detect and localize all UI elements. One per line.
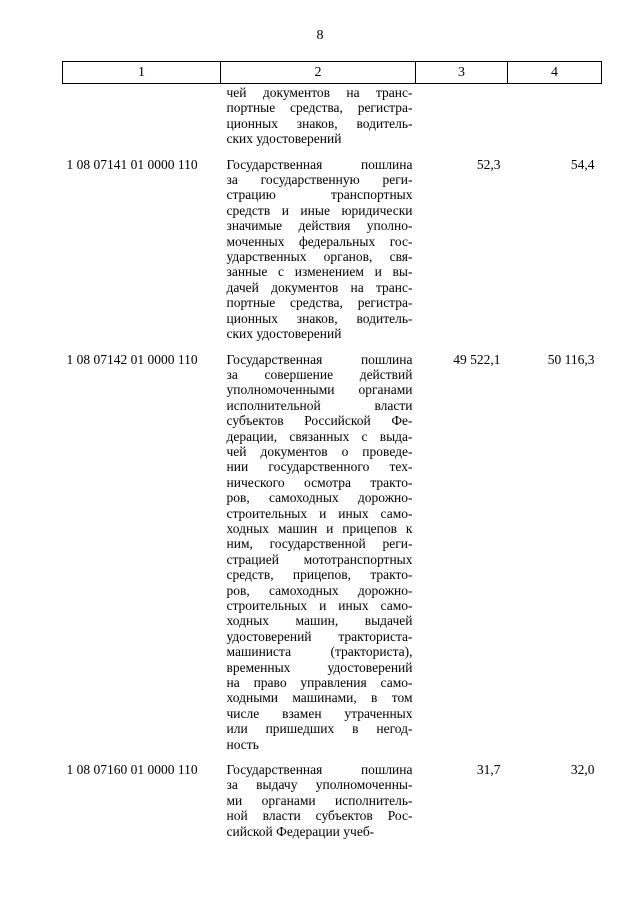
text-line: Государственная пошлина: [226, 351, 413, 367]
text-line: средств и иные юридически: [226, 202, 413, 218]
text-line: занные с изменением и вы-: [226, 264, 413, 280]
text-line: ционных знаков, водитель-: [226, 115, 413, 131]
header-col-4: 4: [508, 62, 602, 84]
text-line: значимые действия уполно-: [226, 218, 413, 234]
text-line: портные средства, регистра-: [226, 100, 413, 116]
continuation-row: [63, 84, 602, 151]
name-cell: [221, 346, 416, 757]
value2-cell: [508, 84, 602, 151]
text-line: субъектов Российской Фе-: [226, 413, 413, 429]
text-line: портные средства, регистра-: [226, 295, 413, 311]
text-line: ров, самоходных дорожно-: [226, 582, 413, 598]
code-cell: [63, 84, 221, 151]
text-line: страцию транспортных: [226, 187, 413, 203]
text-line: числе взамен утраченных: [226, 705, 413, 721]
value2-cell: 54,4: [570, 156, 595, 172]
text-line: или пришедших в негод-: [226, 721, 413, 737]
text-line: страцией мототранспортных: [226, 551, 413, 567]
value2-cell: 32,0: [570, 762, 595, 778]
text-line: ходных машин, выдачей: [226, 613, 413, 629]
text-line: дерации, связанных с выда-: [226, 428, 413, 444]
code-cell: 1 08 07160 01 0000 110: [66, 762, 198, 778]
name-cell: [221, 151, 416, 346]
text-line: машиниста (тракториста),: [226, 644, 413, 660]
text-line: ним, государственной реги-: [226, 536, 413, 552]
name-cell: [221, 84, 416, 151]
header-col-1: 1: [63, 62, 221, 84]
text-line: чей документов о проведе-: [226, 443, 413, 459]
text-line: строительных и иных само-: [226, 505, 413, 521]
text-line: временных удостоверений: [226, 659, 413, 675]
name-cell: [221, 756, 416, 843]
text-line: ров, самоходных дорожно-: [226, 490, 413, 506]
header-col-2: 2: [221, 62, 416, 84]
text-line: ходных машин и прицепов к: [226, 520, 413, 536]
text-line: ударственных органов, свя-: [226, 249, 413, 265]
table-row: [63, 756, 602, 843]
table-row: [63, 151, 602, 346]
text-line: ходными машинами, в том: [226, 690, 413, 706]
text-line: нического осмотра тракто-: [226, 474, 413, 490]
text-line: дачей документов на транс-: [226, 279, 413, 295]
text-line: сийской Федерации учеб-: [226, 823, 375, 839]
text-line: за совершение действий: [226, 366, 413, 382]
code-cell: 1 08 07141 01 0000 110: [66, 156, 198, 172]
value2-cell: 50 116,3: [547, 351, 595, 367]
text-line: уполномоченными органами: [226, 382, 413, 398]
text-line: удостоверений тракториста-: [226, 628, 413, 644]
value1-cell: 31,7: [476, 762, 501, 778]
text-line: ной власти субъектов Рос-: [226, 808, 413, 824]
page-number: 8: [316, 28, 324, 43]
value1-cell: [416, 84, 508, 151]
budget-table: [62, 61, 602, 843]
text-line: на право управления само-: [226, 675, 413, 691]
text-line: средств, прицепов, тракто-: [226, 567, 413, 583]
text-line: ских удостоверений: [226, 326, 342, 342]
value1-cell: 49 522,1: [453, 351, 501, 367]
text-line: ность: [226, 736, 259, 752]
text-line: чей документов на транс-: [226, 85, 413, 100]
header-col-3: 3: [416, 62, 508, 84]
value1-cell: 52,3: [476, 156, 501, 172]
text-line: нии государственного тех-: [226, 459, 413, 475]
table-row: [63, 346, 602, 757]
table-header-row: [63, 62, 602, 84]
text-line: Государственная пошлина: [226, 762, 413, 778]
text-line: за выдачу уполномоченны-: [226, 777, 413, 793]
text-line: за государственную реги-: [226, 172, 413, 188]
code-cell: 1 08 07142 01 0000 110: [66, 351, 198, 367]
text-line: ми органами исполнитель-: [226, 792, 413, 808]
text-line: ских удостоверений: [226, 131, 342, 147]
text-line: ционных знаков, водитель-: [226, 310, 413, 326]
text-line: Государственная пошлина: [226, 156, 413, 172]
text-line: строительных и иных само-: [226, 598, 413, 613]
text-line: исполнительной власти: [226, 397, 413, 413]
text-line: моченных федеральных гос-: [226, 233, 413, 249]
